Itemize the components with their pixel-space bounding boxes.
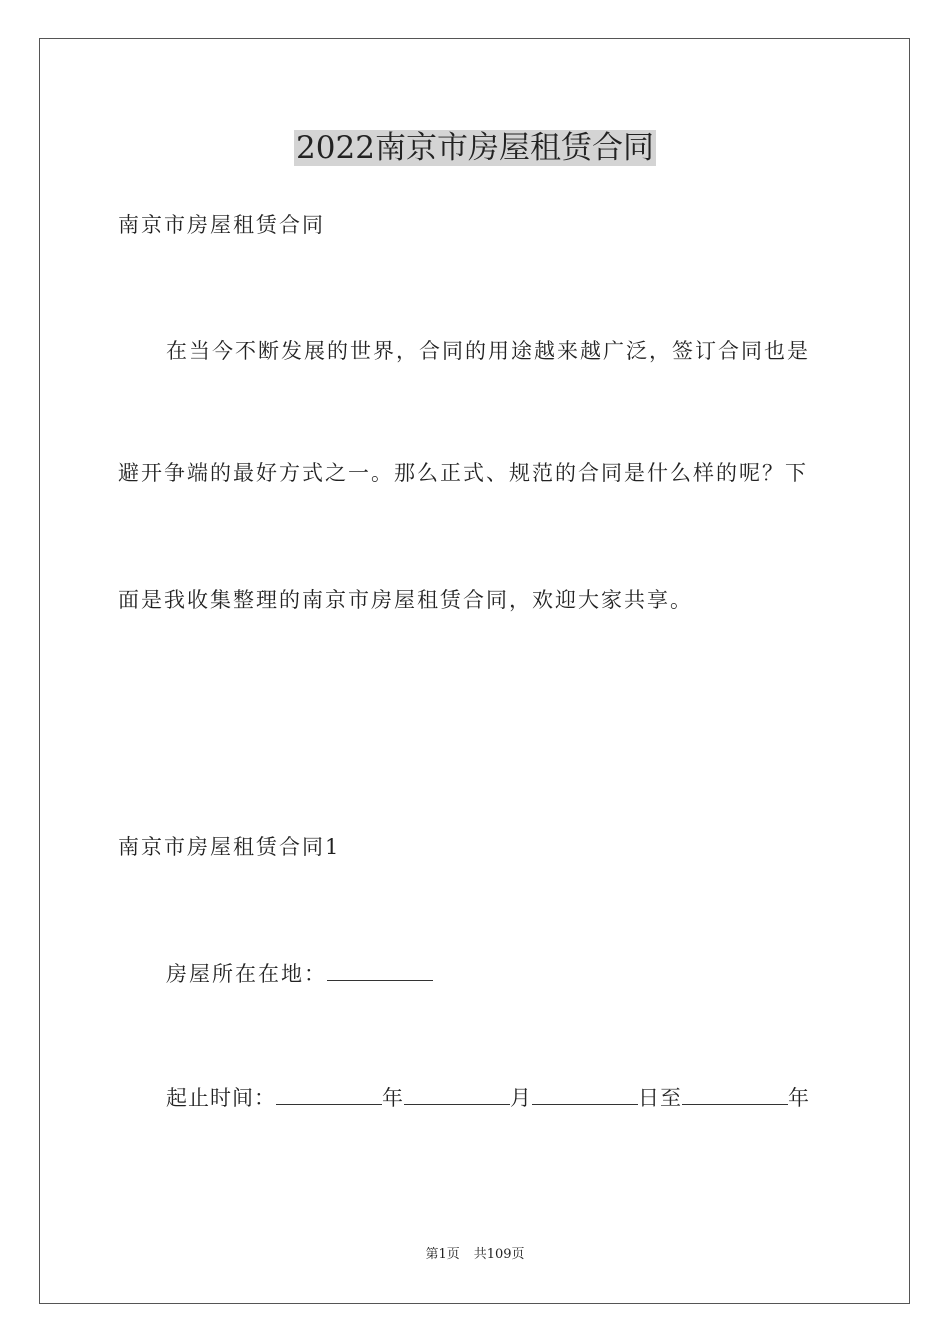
intro-line-2: 避开争端的最好方式之一。那么正式、规范的合同是什么样的呢？下 (118, 461, 808, 485)
page-number: 第1页 (425, 1247, 460, 1262)
page-footer (0, 1246, 950, 1264)
start-month-blank (404, 1082, 510, 1105)
start-day-blank (532, 1082, 638, 1105)
end-year-blank (682, 1082, 788, 1105)
year-label: 年 (382, 1086, 404, 1110)
intro-line-3: 面是我收集整理的南京市房屋租赁合同，欢迎大家共享。 (118, 588, 693, 612)
month-label: 月 (510, 1086, 532, 1110)
location-blank (327, 958, 433, 981)
page-total: 共109页 (473, 1247, 525, 1262)
end-year-label: 年 (788, 1086, 810, 1110)
field-location (166, 958, 433, 988)
document-title: 2022南京市房屋租赁合同 (296, 130, 654, 166)
day-to-label: 日至 (638, 1086, 682, 1110)
field-location-label: 房屋所在在地： (166, 962, 327, 986)
section-title: 南京市房屋租赁合同1 (118, 835, 341, 859)
document-heading: 南京市房屋租赁合同 (118, 213, 325, 237)
start-year-blank (276, 1082, 382, 1105)
intro-line-1: 在当今不断发展的世界，合同的用途越来越广泛，签订合同也是 (166, 339, 810, 363)
field-period (166, 1082, 810, 1112)
period-label: 起止时间： (166, 1086, 276, 1110)
